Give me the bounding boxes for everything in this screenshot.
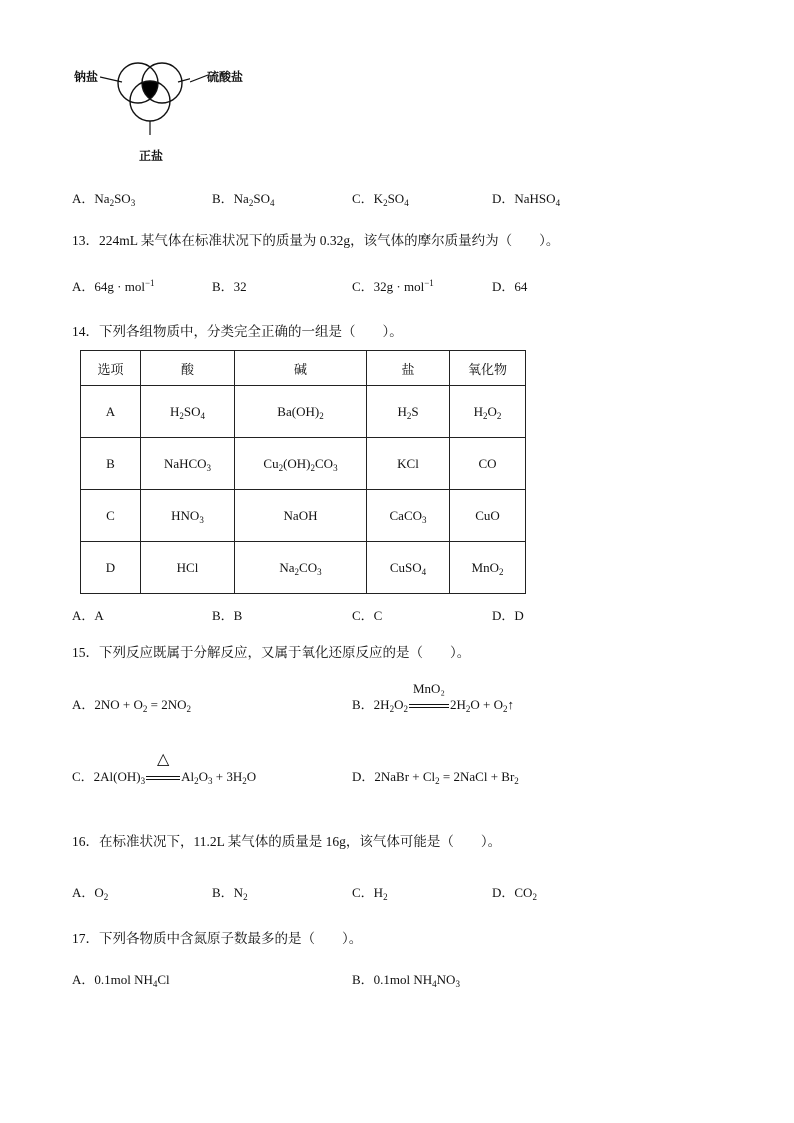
- header-oxide: 氧化物: [450, 351, 526, 386]
- venn-label-normal-salt: 正盐: [139, 149, 164, 163]
- table-row-a: [81, 386, 526, 438]
- q14-option-c[interactable]: C．C: [352, 608, 383, 623]
- cell-option: B: [81, 438, 141, 490]
- cell-base: $Ba(OH)_2$: [235, 386, 367, 438]
- q16-option-d[interactable]: D．$CO_2$: [492, 885, 537, 902]
- q14-option-a[interactable]: A．A: [72, 608, 104, 623]
- table-row-b: [81, 438, 526, 490]
- q17-question: 17．下列各物质中含氮原子数最多的是（ ）。: [72, 931, 363, 946]
- cell-option: D: [81, 542, 141, 594]
- cell-salt: CuSO$_4$: [367, 542, 450, 594]
- q12-option-c[interactable]: C．$K_2SO_4$: [352, 191, 409, 208]
- q16-option-b[interactable]: B．$N_2$: [212, 885, 248, 902]
- cell-base: NaOH: [235, 490, 367, 542]
- q13-option-d[interactable]: D．64: [492, 279, 528, 294]
- q15-option-b[interactable]: B．$2H_2O_2$ MnO₂ $2H_2O$ + $O_2↑$: [352, 681, 514, 714]
- cell-option: C: [81, 490, 141, 542]
- q14-option-d[interactable]: D．D: [492, 608, 524, 623]
- q13-option-a[interactable]: A．64g · mol$^{-1}$: [72, 278, 155, 294]
- q13-option-b[interactable]: B．32: [212, 279, 247, 294]
- header-salt: 盐: [367, 351, 450, 386]
- cell-base: $Cu_2(OH)_2CO_3$: [235, 438, 367, 490]
- cell-salt: CaCO$_3$: [367, 490, 450, 542]
- cell-oxide: CuO: [450, 490, 526, 542]
- cell-salt: $H_2S$: [367, 386, 450, 438]
- cell-option: A: [81, 386, 141, 438]
- table-row-d: [81, 542, 526, 594]
- cell-acid: NaHCO$_3$: [141, 438, 235, 490]
- cell-oxide: $H_2O_2$: [450, 386, 526, 438]
- q13-question: 13．224mL 某气体在标准状况下的质量为 0.32g，该气体的摩尔质量约为（ ）。: [72, 233, 560, 248]
- q14-classification-table: [80, 350, 526, 594]
- cell-base: $Na_2CO_3$: [235, 542, 367, 594]
- reaction-condition: MnO₂: [412, 681, 445, 697]
- header-acid: 酸: [141, 351, 235, 386]
- cell-acid: $HNO_3$: [141, 490, 235, 542]
- table-row-c: [81, 490, 526, 542]
- condition-equals-sign: [409, 681, 449, 713]
- condition-equals-sign: [146, 751, 180, 785]
- q12-option-b[interactable]: B．$Na_2SO_4$: [212, 191, 275, 208]
- q17-option-a[interactable]: A．0.1mol $NH_4Cl$: [72, 972, 170, 989]
- q16-question: 16．在标准状况下，11.2L 某气体的质量是 16g，该气体可能是（ ）。: [72, 834, 502, 849]
- q13-option-c[interactable]: C．32g · mol$^{-1}$: [352, 278, 434, 294]
- header-base: 碱: [235, 351, 367, 386]
- q15-question: 15．下列反应既属于分解反应，又属于氧化还原反应的是（ ）。: [72, 645, 471, 660]
- q15-option-c[interactable]: C．$2Al(OH)_3$ △ $Al_2O_3 + 3H_2O$: [72, 751, 257, 786]
- venn-diagram: [100, 55, 190, 135]
- cell-oxide: MnO$_2$: [450, 542, 526, 594]
- cell-salt: KCl: [367, 438, 450, 490]
- cell-acid: $H_2SO_4$: [141, 386, 235, 438]
- q15-option-a[interactable]: A．$2NO + O_2 = 2NO_2$: [72, 697, 191, 714]
- q12-option-a[interactable]: A．$Na_2SO_3$: [72, 191, 136, 208]
- q17-option-b[interactable]: B．0.1mol $NH_4NO_3$: [352, 972, 460, 989]
- cell-acid: HCl: [141, 542, 235, 594]
- q16-option-a[interactable]: A．$O_2$: [72, 885, 109, 902]
- table-header-row: [81, 351, 526, 386]
- q16-option-c[interactable]: C．$H_2$: [352, 885, 388, 902]
- venn-label-sodium-salt: 钠盐: [74, 70, 99, 84]
- q12-option-d[interactable]: D．NaHSO$_4$: [492, 191, 561, 208]
- q15-option-d[interactable]: D．2NaBr + $Cl_2$ = 2NaCl + $Br_2$: [352, 769, 519, 786]
- venn-label-sulfate: 硫酸盐: [207, 70, 244, 84]
- cell-oxide: CO: [450, 438, 526, 490]
- q14-option-b[interactable]: B．B: [212, 608, 243, 623]
- header-option: 选项: [81, 351, 141, 386]
- heat-triangle-icon: △: [156, 751, 170, 769]
- q14-question: 14．下列各组物质中，分类完全正确的一组是（ ）。: [72, 324, 403, 339]
